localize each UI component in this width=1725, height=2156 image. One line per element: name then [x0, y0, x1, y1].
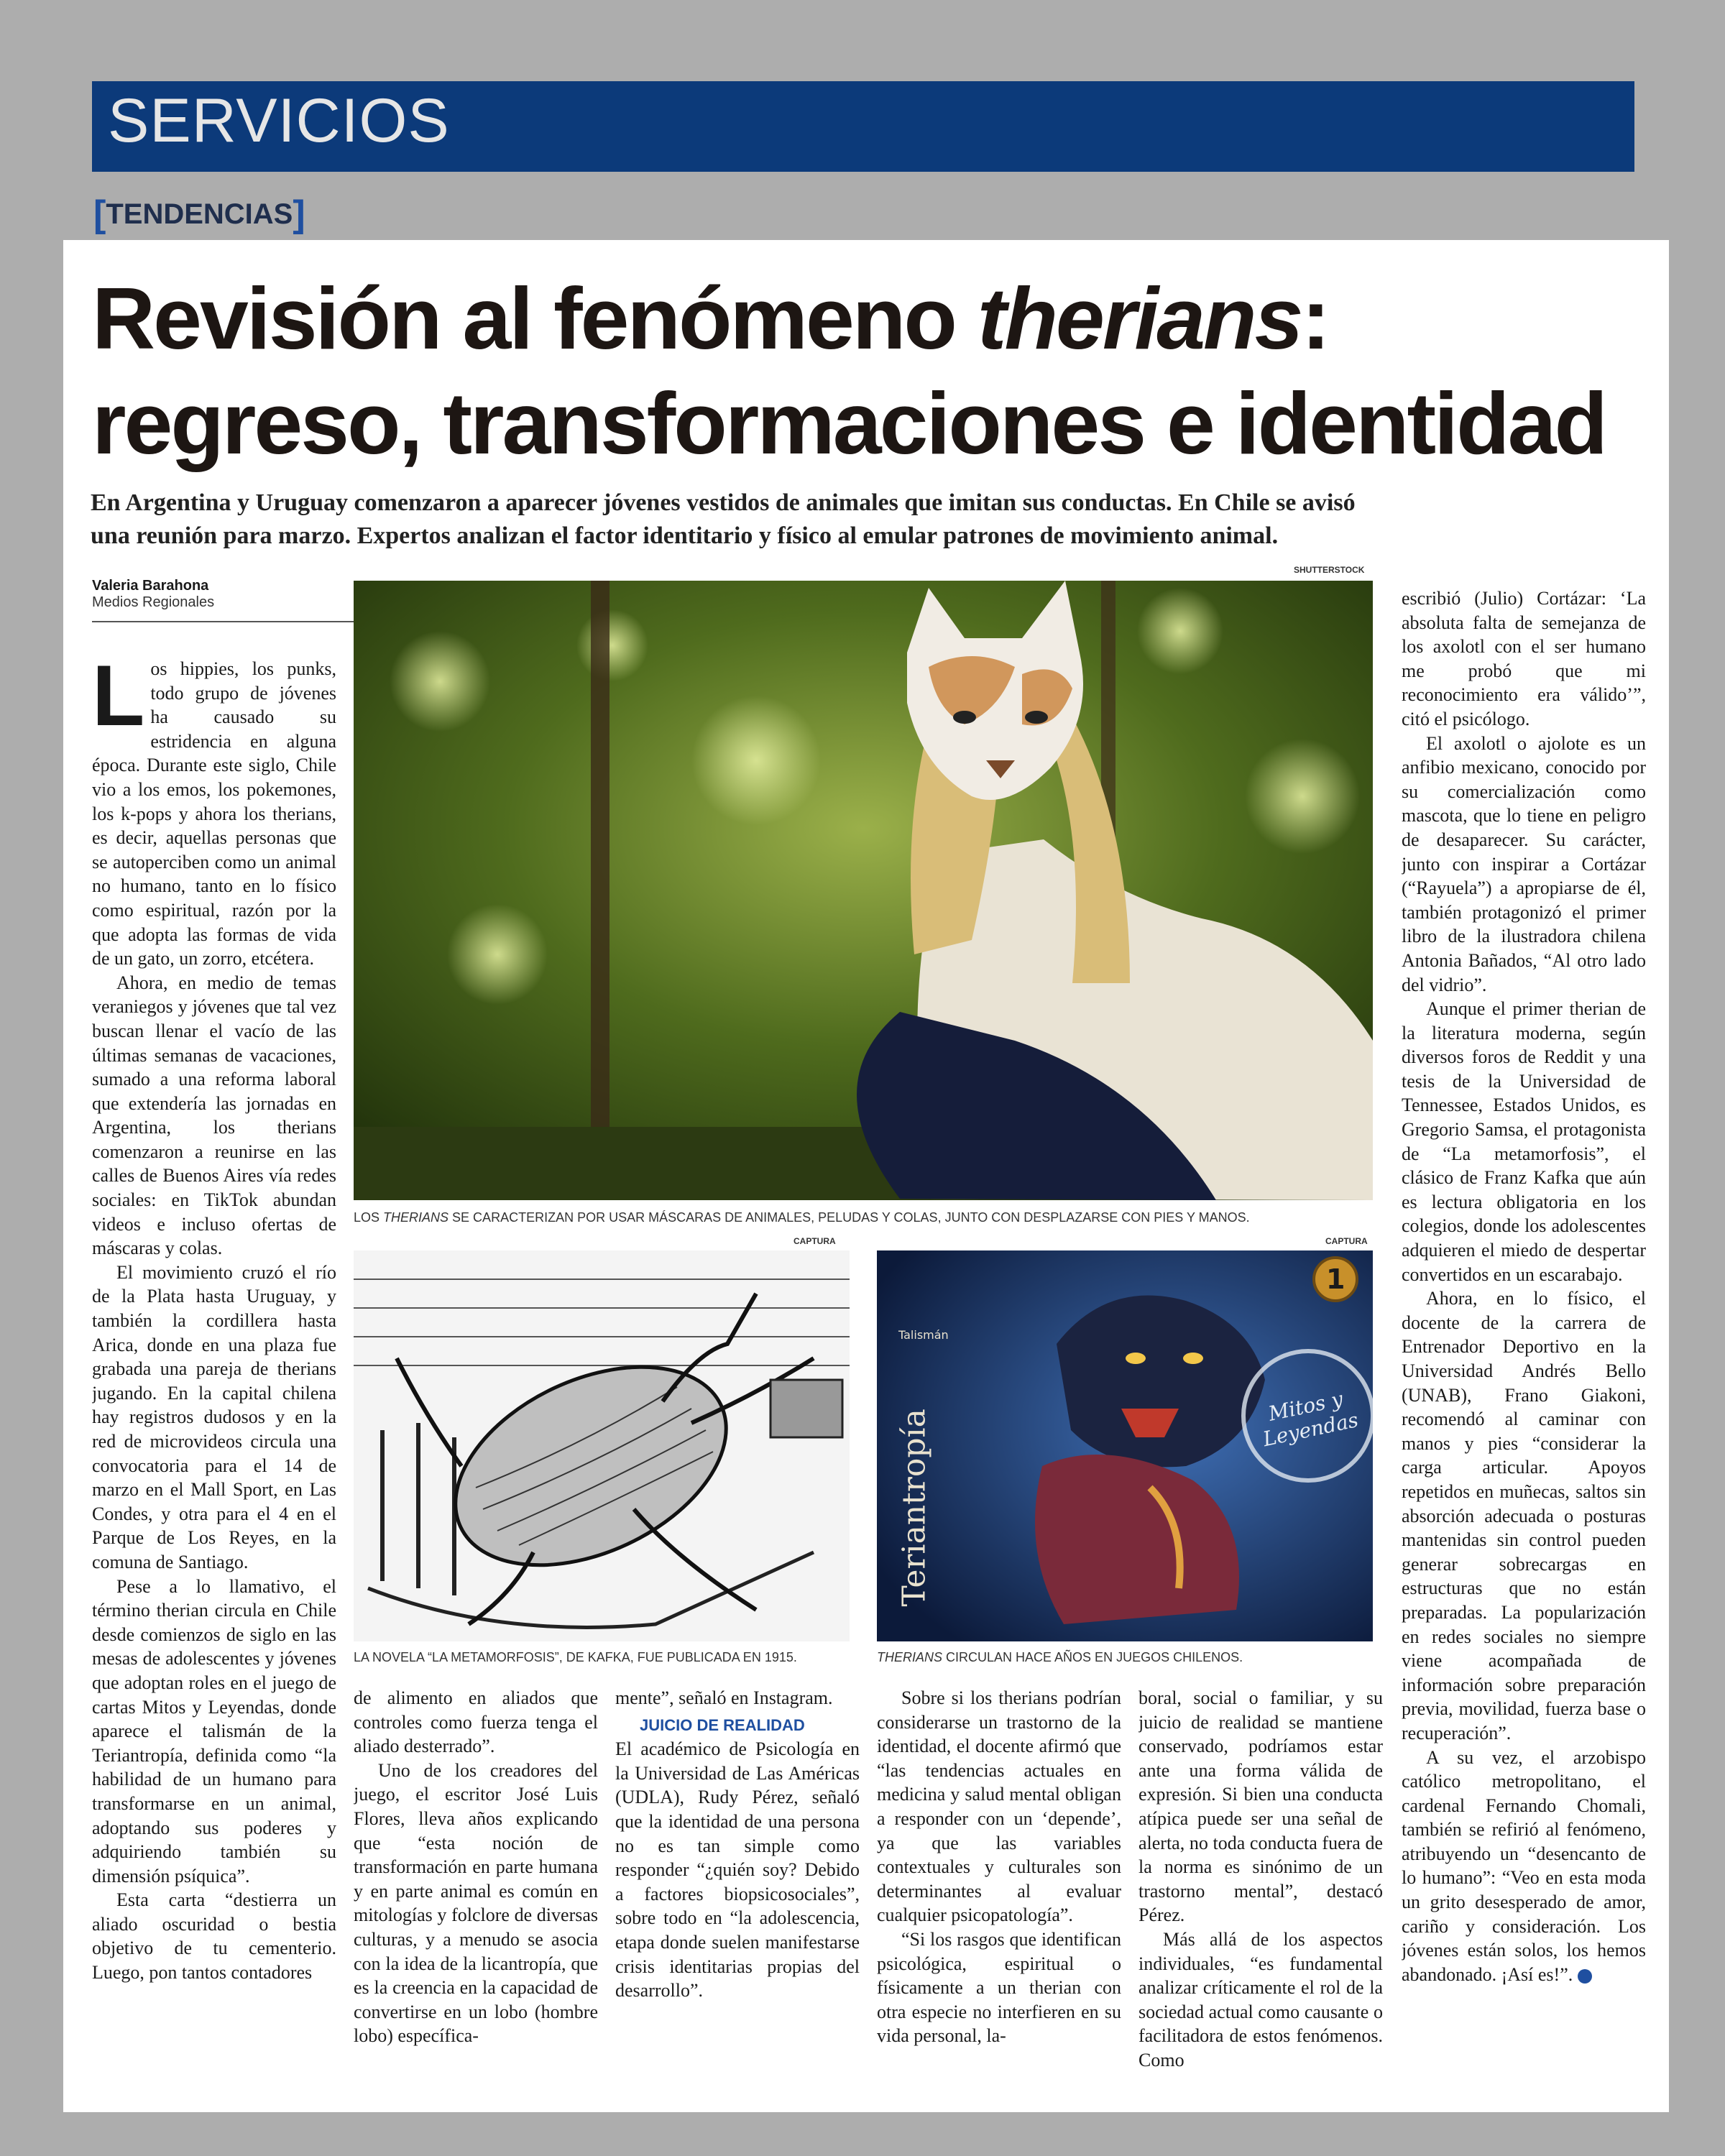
bracket-right: ]	[293, 193, 305, 235]
headline-text-colon: :	[1301, 270, 1329, 367]
main-photo-caption	[354, 1210, 1250, 1225]
byline-author: Valeria Barahona	[92, 578, 209, 594]
section-title: SERVICIOS	[108, 86, 450, 155]
column-2	[354, 1686, 598, 2103]
drop-cap: L	[92, 657, 145, 744]
card-artwork	[877, 1250, 1373, 1641]
kicker-label	[93, 193, 305, 236]
card-title-vertical	[893, 1380, 936, 1624]
article-page	[63, 240, 1669, 2112]
byline-outlet: Medios Regionales	[92, 594, 215, 610]
caption-text-italic: THERIANS	[383, 1210, 449, 1225]
card-cost: 1	[1326, 1263, 1346, 1295]
paragraph: El axolotl o ajolote es un anfibio mexicano, conocido por su comercialización como mascota, que lo tiene en peligro de desaparecer. Su carácter, junto con inspirar a Cortázar (“Rayuela”) a apropiarse de él, también protagonizó el primer libro de la ilustradora chilena Antonia Bañados, “Al otro lado del vidrio”.	[1402, 732, 1646, 995]
column-4	[877, 1686, 1121, 2103]
paragraph: Sobre si los therians podrían considerarse un trastorno de la identidad, el docente afirmó que “las tendencias actuales en medicina y salud mental obligan a responder con un ‘depende’, ya que las variables contextuales y culturales son determinantes al evaluar cualquier psicopatología”.	[877, 1687, 1121, 1926]
card-logo: Mitos y Leyendas	[1261, 1386, 1361, 1452]
paragraph: mente”, señaló en Instagram.	[615, 1687, 833, 1708]
column-3	[615, 1686, 860, 2103]
paragraph: El movimiento cruzó el río de la Plata hasta Uruguay, y también la cordillera hasta Arica, donde en una plaza fue grabada una pareja de therians jugando. En la capital chilena hay registros dudosos y en la red de microvideos circula una convocatoria para el 14 de marzo en el Mall Sport, en Las Condes, y otra para el 4 en el Parque de Los Reyes, en la comuna de Santiago.	[92, 1261, 336, 1572]
dek-line-2: una reunión para marzo. Expertos analizan el factor identitario y físico al emular patrones de movimiento animal.	[91, 522, 1279, 549]
photo-credit-main: SHUTTERSTOCK	[1294, 565, 1365, 575]
column-1	[92, 657, 336, 2098]
column-5	[1138, 1686, 1383, 2103]
paragraph: Más allá de los aspectos individuales, “es fundamental analizar críticamente el rol de la sociedad actual como causante o facilitadora de estos fenómenos. Como	[1138, 1928, 1383, 2070]
caption-text: SE CARACTERIZAN POR USAR MÁSCARAS DE ANIMALES, PELUDAS Y COLAS, JUNTO CON DESPLAZARSE CON PIES Y MANOS.	[448, 1210, 1250, 1225]
photo-credit-kafka: CAPTURA	[794, 1236, 836, 1246]
end-mark-icon: ✪	[1578, 1969, 1592, 1984]
paragraph: Ahora, en lo físico, el docente de la carrera de Entrenador Deportivo en la Universidad Andrés Bello (UNAB), Frano Giakoni, recomendó al caminar con manos y pies “considerar la carga articular. Apoyos repetidos en muñecas, saltos sin absorción adecuada o posturas mantenidas sin control pueden generar sobrecargas en estructuras que no están preparadas. La popularización en redes sociales no siempre viene acompañada de información sobre preparación previa, movilidad, fuerza base o recuperación”.	[1402, 1288, 1646, 1743]
beetle-drawing	[354, 1250, 850, 1641]
bracket-left: [	[93, 193, 106, 235]
paragraph: Pese a lo llamativo, el término therian circula en Chile desde comienzos de siglo en las mesas de adolescentes y jóvenes que adoptan roles en el juego de cartas Mitos y Leyendas, donde aparece el talismán de la Teriantropía, definida como “la habilidad de un humano para transformarse en un animal, adoptando sus poderes y adquiriendo también su dimensión psíquica”.	[92, 1575, 336, 1886]
paragraph-text: os hippies, los punks, todo grupo de jóvenes ha causado su estridencia en alguna época. Durante este siglo, Chile vio a los emos, los pokemones, los k-pops y ahora los therians, es decir, aquellas personas que se autoperciben como un animal no humano, tanto en lo físico como espiritual, razón por la que adopta las formas de vida de un gato, un zorro, etcétera.	[92, 658, 336, 969]
caption-text: CIRCULAN HACE AÑOS EN JUEGOS CHILENOS.	[942, 1650, 1243, 1664]
section-banner	[92, 81, 1634, 172]
card-caption	[877, 1650, 1243, 1665]
kafka-illustration	[354, 1250, 850, 1641]
paragraph: Ahora, en medio de temas veraniegos y jóvenes que tal vez buscan llenar el vacío de las últimas semanas de vacaciones, sumado a una reforma laboral que extendería las jornadas en Argentina, los therians comenzaron a reunirse en las calles de Buenos Aires vía redes sociales: en TikTok abundan videos e incluso ofertas de máscaras y colas.	[92, 972, 336, 1259]
dek-line-1: En Argentina y Uruguay comenzaron a aparecer jóvenes vestidos de animales que imitan sus conductas. En Chile se avisó	[91, 489, 1356, 516]
paragraph: boral, social o familiar, y su juicio de realidad se mantiene conservado, podríamos estar ante una forma válida de expresión. Si bien una conducta atípica puede ser una señal de alerta, no toda conducta fuera de la norma es sinónimo de un trastorno mental”, destacó Pérez.	[1138, 1687, 1383, 1926]
headline-text-a: Revisión al fenómeno	[92, 270, 978, 367]
main-photo-illustration	[354, 581, 1373, 1200]
kafka-caption: LA NOVELA “LA METAMORFOSIS”, DE KAFKA, FUE PUBLICADA EN 1915.	[354, 1650, 797, 1664]
paragraph-text: A su vez, el arzobispo católico metropolitano, el cardenal Fernando Chomali, también se refirió al fenómeno, atribuyendo un “desencanto de lo humano”: “Veo en esta moda un grito desesperado de amor, cariño y consideración. Los jóvenes están solos, los hemos abandonado. ¡Así es!”.	[1402, 1746, 1646, 1985]
headline-line-2: regreso, transformaciones e identidad	[92, 374, 1606, 472]
main-photo	[354, 581, 1373, 1200]
paragraph: El académico de Psicología en la Universidad de Las Américas (UDLA), Rudy Pérez, señaló que la identidad de una persona no es tan simple como responder “¿quién soy? Debido a factores biopsicosociales”, sobre todo en “la adolescencia, etapa donde suelen manifestarse crisis identitarias propias del desarrollo”.	[615, 1738, 860, 2001]
paragraph: Aunque el primer therian de la literatura moderna, según diversos foros de Reddit y una tesis de la Universidad de Tennessee, Estados Unidos, es Gregorio Samsa, el protagonista de “La metamorfosis”, el clásico de Franz Kafka que aún es lectura obligatoria en los colegios, donde los adolescentes adquieren el miedo de despertar convertidos en un escarabajo.	[1402, 998, 1646, 1285]
section-subhead: JUICIO DE REALIDAD	[640, 1715, 805, 1734]
kicker-text: TENDENCIAS	[106, 198, 293, 230]
card-title: Teriantropía	[896, 1409, 933, 1607]
paragraph: de alimento en aliados que controles como fuerza tenga el aliado desterrado”.	[354, 1687, 598, 1757]
paragraph: Uno de los creadores del juego, el escritor José Luis Flores, lleva años explicando que “esta noción de transformación en parte humana y en parte animal es común en mitologías y folclore de diversas culturas, y a menudo se asocia con la idea de la licantropía, que es la creencia en la capacidad de convertirse en un lobo (hombre lobo) específica-	[354, 1759, 598, 2047]
card-image	[877, 1250, 1373, 1641]
headline-line-1	[92, 266, 1666, 371]
headline-text-italic: therians	[977, 270, 1302, 367]
column-6	[1402, 586, 1646, 2096]
card-brand: Talismán	[898, 1328, 949, 1342]
caption-text: LOS	[354, 1210, 384, 1225]
byline-rule	[92, 621, 372, 622]
paragraph	[92, 657, 336, 971]
photo-credit-card: CAPTURA	[1325, 1236, 1368, 1246]
paragraph: escribió (Julio) Cortázar: ‘La absoluta falta de semejanza de los axolotl con el ser humano me probó que mi reconocimiento era válido’”, citó el psicólogo.	[1402, 588, 1646, 729]
paragraph: “Si los rasgos que identifican psicológica, espiritual o físicamente a un therian con otra especie no interfieren en su vida personal, la-	[877, 1928, 1121, 2047]
caption-text-italic: THERIANS	[877, 1650, 943, 1664]
paragraph: Esta carta “destierra un aliado oscuridad o bestia objetivo de tu cementerio. Luego, pon tantos contadores	[92, 1889, 336, 1984]
paragraph	[1402, 1746, 1646, 1987]
byline	[92, 578, 372, 622]
